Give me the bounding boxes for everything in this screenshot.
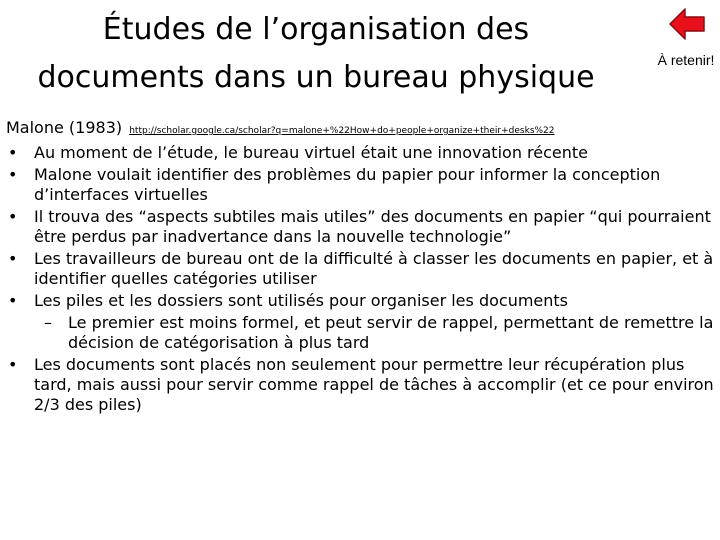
- reference-line: [6, 118, 716, 141]
- bullet-text: Les travailleurs de bureau ont de la difficulté à classer les documents en papier, et à identifier quelles catégories utiliser: [34, 249, 714, 288]
- bullet-item: [6, 355, 716, 415]
- bullet-glyph: •: [8, 143, 18, 162]
- dash-glyph: –: [44, 313, 52, 332]
- slide-title-line-2: documents dans un bureau physique: [37, 60, 595, 95]
- slide-title: [0, 6, 632, 102]
- red-left-arrow-icon[interactable]: [669, 6, 705, 42]
- bullet-text: Les piles et les dossiers sont utilisés pour organiser les documents: [34, 291, 569, 310]
- slide-title-line-1: Études de l’organisation des: [102, 12, 530, 47]
- bullet-item: [6, 207, 716, 247]
- bullet-list: [6, 143, 716, 415]
- retain-label: À retenir!: [657, 52, 715, 68]
- reference-link[interactable]: http://scholar.google.ca/scholar?q=malone+%22How+do+people+organize+their+desks%22: [129, 126, 555, 136]
- reference-author: Malone (1983): [6, 118, 123, 137]
- bullet-glyph: •: [8, 355, 18, 374]
- retain-badge[interactable]: [655, 6, 717, 76]
- bullet-text: Malone voulait identifier des problèmes du papier pour informer la conception d’interfaces virtuelles: [34, 165, 661, 204]
- bullet-item: [6, 143, 716, 163]
- bullet-text: Les documents sont placés non seulement pour permettre leur récupération plus tard, mais aussi pour servir comme rappel de tâches à accomplir (et ce pour environ 2/3 des piles): [34, 355, 714, 414]
- bullet-glyph: •: [8, 207, 18, 226]
- bullet-item: [6, 249, 716, 289]
- bullet-glyph: •: [8, 249, 18, 268]
- bullet-text: Il trouva des “aspects subtiles mais utiles” des documents en papier “qui pourraient être perdus par inadvertance dans la nouvelle technologie”: [34, 207, 711, 246]
- bullet-glyph: •: [8, 165, 18, 184]
- bullet-item: [6, 291, 716, 353]
- slide-body: [6, 118, 716, 417]
- bullet-item: [6, 165, 716, 205]
- sub-bullet-text: Le premier est moins formel, et peut servir de rappel, permettant de remettre la décision de catégorisation à plus tard: [68, 313, 714, 352]
- sub-bullet-list: [34, 313, 716, 353]
- bullet-text: Au moment de l’étude, le bureau virtuel était une innovation récente: [34, 143, 589, 162]
- bullet-glyph: •: [8, 291, 18, 310]
- sub-bullet-item: [6, 313, 716, 353]
